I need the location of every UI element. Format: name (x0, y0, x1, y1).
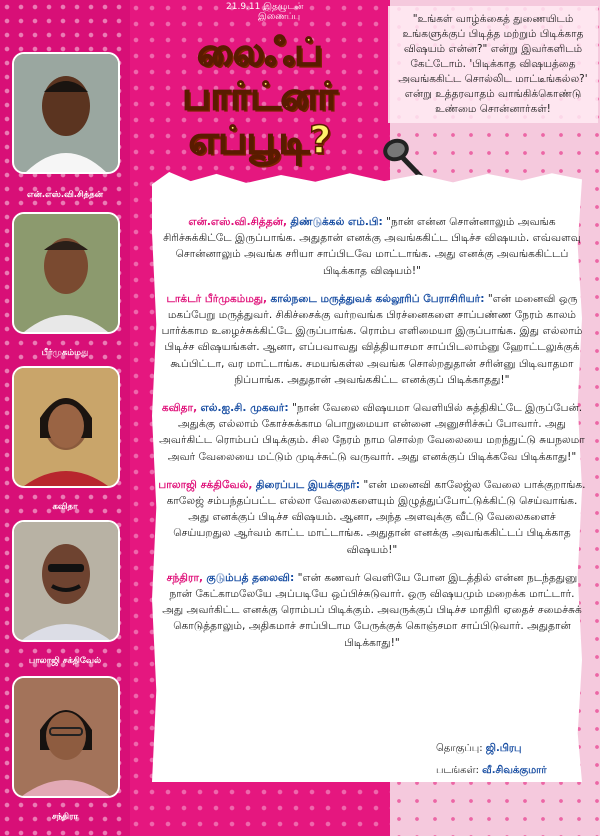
speaker-name: டாக்டர் பீர்முகம்மது, (166, 292, 268, 305)
quote-block-2 (158, 291, 586, 388)
page-title: லைஃப் பார்ட்னர் எப்பூடி? (182, 30, 338, 162)
speaker-role: திரைப்பட இயக்குநர்: (255, 478, 360, 491)
intro-text: "உங்கள் வாழ்க்கைத் துணையிடம் உங்களுக்குப் பிடித்த மற்றும் பிடிக்காத விஷயம் என்ன?" என்று இவர்களிடம் கேட்டோம். 'பிடிக்காத விஷயத்தை அவங்ககிட்ட சொல்லிட மாட்டீங்கல்ல?' என்று உத்தரவாதம் வாங்கிக்கொண்டு உண்மை சொன்னார்கள்! (388, 6, 598, 123)
speaker-name: சந்திரா, (166, 571, 203, 584)
photo-caption-1: என்.எஸ்.வி.சித்தன் (27, 190, 103, 200)
quote-text: "என் கணவர் வெளியே போன இடத்தில் என்ன நடந்ததுனு நான் கேட்காமலேயே அப்படியே ஒப்பிச்சுடுவார். ஒரு விஷயமும் மறைக்க மாட்டார். அது அவர்கிட்ட எனக்கு ரொம்பப் பிடிக்கும். அவருக்குப் பிடிச்ச மாதிரி ஏதைச் சமைச்சுக் கொடுத்தாலும், அதிகமாச் சாப்பிடாம பேருக்குக் கொஞ்சமா சாப்பிடுவார். அதுதான் பிடிக்காது!" (162, 571, 582, 649)
issue-date: 21.9.11 இதழுடன் (226, 2, 304, 12)
speaker-role: கால்நடை மருத்துவக் கல்லூரிப் பேராசிரியர்: (270, 292, 485, 305)
quote-text: "நான் வேலை விஷயமா வெளியில் சுத்திகிட்டே இருப்பேன். அதுக்கு எல்லாம் கோச்சுக்காம பொறுமையா என்னை அனுசரிச்சுப் போவார். அது அவர்கிட்ட ரொம்பப் பிடிக்கும். சில நேரம் நாம சொல்ற வேலையை மறந்துட்டு சுயநலமா அவர் வேலையை மட்டும் முடிச்சுட்டு வருவார். அது எனக்குப் பிடிக்கவே பிடிக்காது!" (159, 402, 585, 463)
speaker-role: குடும்பத் தலைவி: (206, 571, 295, 584)
speaker-name: என்.எஸ்.வி.சித்தன், (188, 216, 288, 228)
photo-person-3 (12, 366, 120, 488)
photo-credit (436, 760, 596, 782)
photo-person-1 (12, 52, 120, 174)
quote-block-1 (158, 214, 586, 279)
photo-caption-2: பீர்முகம்மது (41, 348, 89, 358)
photo-caption-5: சந்திரா (52, 812, 78, 822)
supplement-label: இணைப்பு (258, 12, 301, 22)
photos-label: படங்கள்: (436, 765, 479, 776)
quote-block-5 (158, 570, 586, 651)
photo-person-4 (12, 520, 120, 642)
photo-caption-4: பாலாஜி சக்திவேல் (28, 656, 102, 666)
quotes-section (158, 214, 586, 663)
photo-person-2 (12, 212, 120, 334)
speaker-role: எல்.ஐ.சி. முகவர்: (200, 402, 289, 415)
quote-block-4 (158, 477, 586, 558)
photo-person-5 (12, 676, 120, 798)
photos-by: வீ.சிவக்குமார் (482, 765, 547, 776)
compiled-label: தொகுப்பு: (436, 743, 483, 754)
speaker-name: கவிதா, (161, 402, 198, 415)
quote-block-3 (158, 400, 586, 465)
compiled-credit (436, 738, 596, 760)
quote-text: "என் மனைவி காலேஜ்ல வேலை பாக்குறாங்க. காலேஜ் சம்பந்தப்பட்ட எல்லா வேலைகளையும் இழுத்துப்போட்டுக்கிட்டு செய்வாங்க. அது எனக்குப் பிடிச்ச விஷயம். ஆனா, அந்த அளவுக்கு வீட்டு வேலைகளைச் செய்யறதுல ஆர்வம் காட்ட மாட்டாங்க. அதுதான் எனக்கு அவங்ககிட்டப் பிடிக்காத விஷயம்!" (166, 478, 586, 556)
photo-caption-3: கவிதா (52, 502, 78, 512)
quote-text: "நான் என்ன சொன்னாலும் அவங்க சிரிச்சுக்கிட்டே இருப்பாங்க. அதுதான் எனக்கு அவங்ககிட்ட பிடிச்ச விஷயம். எவ்வளவு சொன்னாலும் அவங்க சரியா சாப்பிடவே மாட்டாங்க. அது எனக்கு அவங்ககிட்டப் பிடிக்காத விஷயம்!" (163, 216, 581, 277)
compiled-by: ஜி.பிரபு (485, 743, 522, 754)
speaker-role: திண்டுக்கல் எம்.பி: (290, 216, 383, 228)
speaker-name: பாலாஜி சக்திவேல், (158, 478, 253, 491)
credits (436, 738, 596, 782)
quote-text: "என் மனைவி ஒரு மகப்பேறு மருத்துவர். சிகிச்சைக்கு வர்றவங்க பிரச்னைகளை சாப்பண்ண நேரம் காலம் பார்க்காம உழைச்சுக்கிட்டே இருப்பாங்க. ரொம்ப எளிமையா இருப்பாங்க. இது எல்லாம் பிடிச்ச விஷயங்கள். ஆனா, எப்பவாவது வித்தியாசமா சாப்பிடலாம்னு ஹோட்டலுக்குக் கூப்பிட்டா, வர மாட்டாங்க. சமயங்கள்ல அவங்க சொல்றதுதான் சரின்னு பிடிவாதமா நிப்பாங்க. அதுதான் அவங்ககிட்ட எனக்குப் பிடிக்காதது!" (161, 292, 583, 386)
